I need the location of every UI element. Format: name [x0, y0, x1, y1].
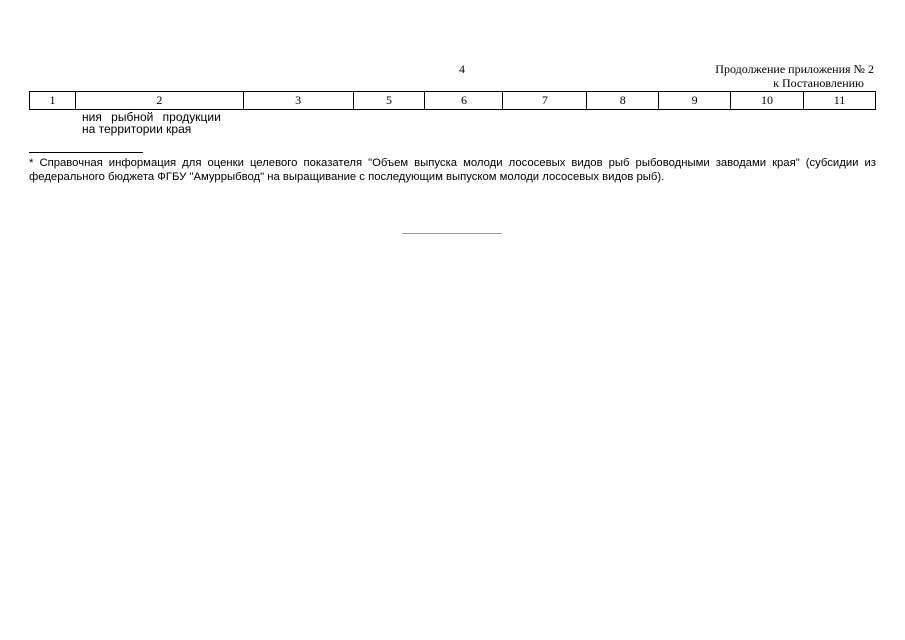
- column-number-table: [29, 91, 876, 110]
- continued-cell-line-1: ния рыбной продукции: [82, 110, 221, 124]
- page-number: 4: [459, 62, 465, 76]
- footnote-text: * Справочная информация для оценки целевого показателя "Объем выпуска молоди лососевых видов рыб рыбоводными заводами края" (субсидии из федерального бюджета ФГБУ "Амуррыбвод" на выращивание с последующим выпуском молоди лососевых видов рыб).: [29, 157, 876, 183]
- column-number-cell: 11: [804, 92, 876, 110]
- column-number-cell: 3: [243, 92, 353, 110]
- continued-cell-text: [82, 111, 221, 135]
- footnote-separator: [29, 152, 143, 153]
- column-number-cell: 8: [587, 92, 659, 110]
- appendix-continuation-note: [715, 62, 874, 90]
- column-number-cell: 7: [503, 92, 587, 110]
- column-number-cell: 6: [425, 92, 503, 110]
- continued-cell-line-2: на территории края: [82, 122, 192, 136]
- column-number-cell: 9: [659, 92, 731, 110]
- end-of-document-rule: [402, 233, 502, 234]
- column-number-cell: 2: [75, 92, 243, 110]
- column-number-cell: 5: [353, 92, 425, 110]
- continuation-line-2: к Постановлению: [773, 76, 864, 90]
- column-number-cell: 1: [30, 92, 76, 110]
- continuation-line-1: Продолжение приложения № 2: [715, 62, 874, 76]
- column-number-row: [30, 92, 876, 110]
- column-number-cell: 10: [731, 92, 804, 110]
